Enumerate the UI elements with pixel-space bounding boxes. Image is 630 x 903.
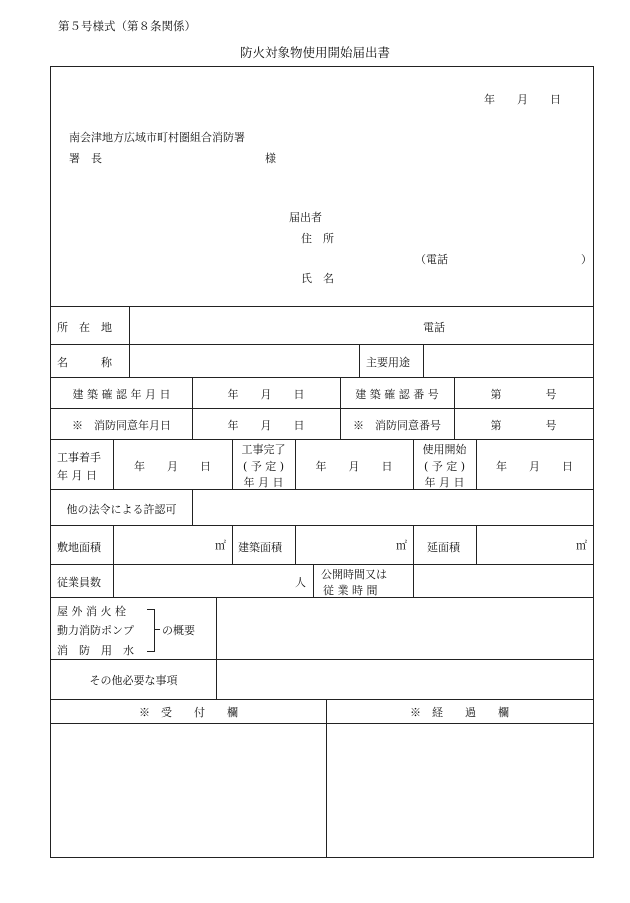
other-items-label: その他必要な事項: [89, 674, 178, 687]
divider: [51, 344, 593, 345]
brace-tick: [154, 629, 160, 630]
divider: [326, 699, 327, 857]
main-use-label: 主要用途: [366, 356, 410, 369]
divider: [359, 344, 360, 377]
form-number: 第５号様式（第８条関係）: [58, 19, 196, 33]
divider: [232, 525, 233, 564]
address-label: 住 所: [301, 232, 334, 245]
brace-bracket: [147, 609, 155, 652]
complete-label-1: 工事完了: [241, 443, 286, 456]
bc-date-value: 年 月 日: [227, 388, 305, 401]
applicant-label: 届出者: [289, 211, 322, 224]
divider: [295, 525, 296, 564]
use-label-2: ( 予 定 ): [423, 460, 466, 473]
complete-label-2: ( 予 定 ): [242, 460, 285, 473]
form-title: 防火対象物使用開始届出書: [239, 45, 390, 60]
floor-area-unit: ㎡: [576, 539, 587, 552]
staff-unit: 人: [295, 576, 306, 589]
start-label-1: 工事着手: [57, 451, 101, 464]
divider: [51, 597, 593, 598]
building-area-unit: ㎡: [396, 539, 407, 552]
divider: [192, 489, 193, 525]
hydrant-label: 屋 外 消 火 栓: [57, 605, 126, 618]
divider: [51, 408, 593, 409]
divider: [113, 525, 114, 597]
bc-date-label: 建 築 確 認 年 月 日: [72, 388, 171, 401]
fc-date-value: 年 月 日: [227, 419, 305, 432]
water-label: 消 防 用 水: [57, 644, 134, 657]
location-phone-label: 電話: [423, 321, 445, 334]
hours-label-2: 従 業 時 間: [323, 584, 378, 597]
divider: [51, 489, 593, 490]
fc-date-label: ※ 消防同意年月日: [72, 419, 171, 432]
reception-header: ※ 受 付 欄: [139, 706, 238, 719]
phone-label: （電話: [415, 253, 448, 266]
facility-name-label: 名 称: [57, 356, 112, 369]
use-value: 年 月 日: [496, 460, 573, 473]
location-label: 所 在 地: [57, 321, 112, 334]
fc-number-label: ※ 消防同意番号: [353, 419, 441, 432]
site-area-unit: ㎡: [215, 539, 226, 552]
recipient-org: 南会津地方広域市町村圏組合消防署: [69, 131, 245, 144]
use-label-1: 使用開始: [422, 443, 467, 456]
permits-label: 他の法令による許認可: [66, 503, 177, 516]
building-area-label: 建築面積: [238, 541, 282, 554]
overview-label: の概要: [162, 624, 195, 637]
divider: [51, 564, 593, 565]
date-line: 年 月 日: [484, 93, 561, 106]
form-box: [50, 66, 594, 858]
divider: [51, 723, 593, 724]
phone-close: ）: [581, 253, 592, 266]
staff-label: 従業員数: [57, 576, 101, 589]
divider: [413, 564, 414, 597]
floor-area-label: 延面積: [427, 541, 460, 554]
complete-label-3: 年 月 日: [243, 476, 284, 489]
start-value: 年 月 日: [134, 460, 211, 473]
progress-header: ※ 経 過 欄: [410, 706, 509, 719]
divider: [51, 439, 593, 440]
recipient-title: 署 長: [69, 152, 102, 165]
divider: [51, 525, 593, 526]
bc-number-label: 建 築 確 認 番 号: [355, 388, 439, 401]
divider: [313, 564, 314, 597]
divider: [476, 525, 477, 564]
hours-label-1: 公開時間又は: [321, 568, 387, 581]
use-label-3: 年 月 日: [424, 476, 465, 489]
honorific: 様: [265, 152, 276, 165]
divider: [423, 344, 424, 377]
divider: [51, 699, 593, 700]
site-area-label: 敷地面積: [57, 541, 101, 554]
divider: [51, 659, 593, 660]
divider: [129, 306, 130, 377]
bc-number-value: 第 号: [490, 388, 557, 401]
divider: [216, 597, 217, 699]
pump-label: 動力消防ポンプ: [57, 624, 134, 637]
complete-value: 年 月 日: [315, 460, 393, 473]
fc-number-value: 第 号: [490, 419, 557, 432]
divider: [51, 306, 593, 307]
divider: [413, 525, 414, 564]
start-label-2: 年 月 日: [57, 469, 97, 482]
name-label: 氏 名: [301, 272, 334, 285]
divider: [51, 377, 593, 378]
